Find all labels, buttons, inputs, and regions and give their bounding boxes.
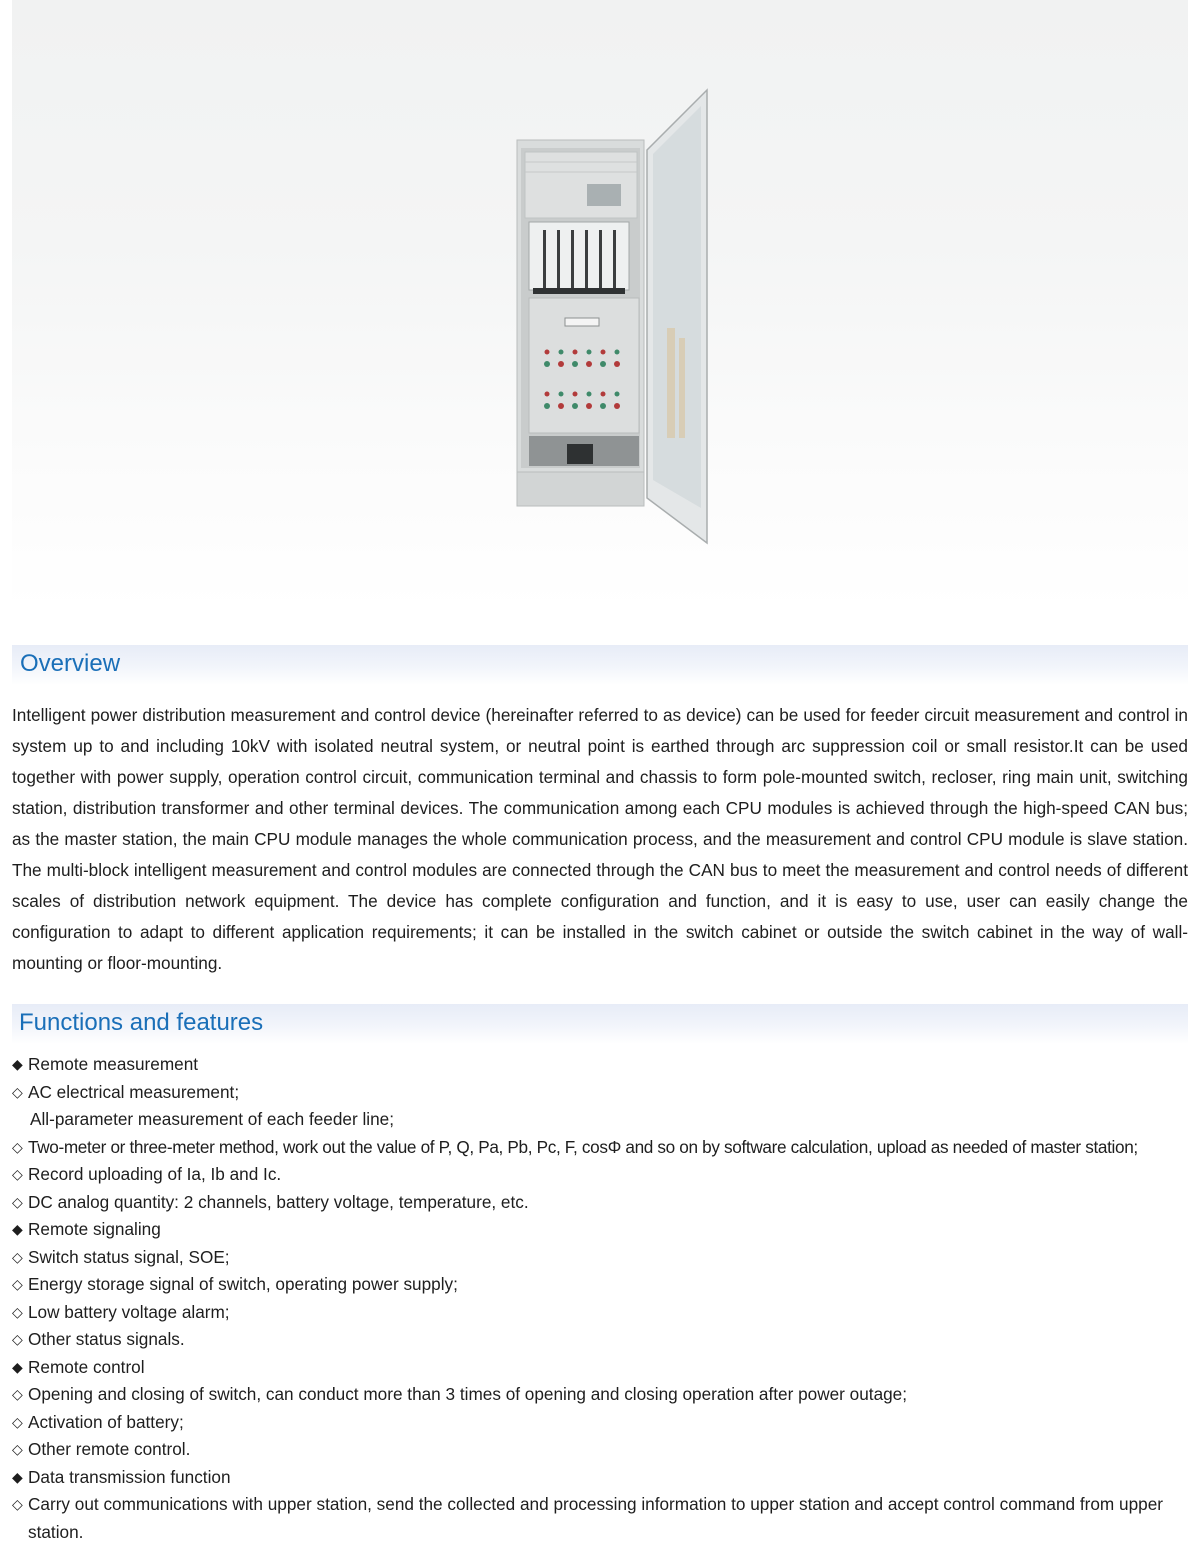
feature-item: ◇ AC electrical measurement; bbox=[12, 1079, 1192, 1107]
overview-heading: Overview bbox=[20, 650, 121, 677]
feature-item: ◇ Switch status signal, SOE; bbox=[12, 1244, 1192, 1272]
feature-item: ◇ DC analog quantity: 2 channels, battery voltage, temperature, etc. bbox=[12, 1189, 1192, 1217]
filled-diamond-icon: ◆ bbox=[12, 1056, 23, 1072]
overview-paragraph: Intelligent power distribution measurement and control device (hereinafter referred to as device) can be used for feeder circuit measurement and control in system up to and including 10kV with isolated neutral system, or neutral point is earthed through arc suppression coil or small resistor.It can be used together with power supply, operation control circuit, communication terminal and chassis to form pole-mounted switch, recloser, ring main unit, switching station, distribution transformer and other terminal devices. The communication among each CPU modules is achieved through the high-speed CAN bus; as the master station, the main CPU module manages the whole communication process, and the measurement and control CPU module is slave station. The multi-block intelligent measurement and control modules are connected through the CAN bus to meet the measurement and control needs of different scales of distribution network equipment. The device has complete configuration and function, and it is easy to use, user can easily change the configuration to adapt to different application requirements; it can be installed in the switch cabinet or outside the switch cabinet in the way of wall-mounting or floor-mounting. bbox=[12, 705, 1188, 973]
feature-item: ◇ Low battery voltage alarm; bbox=[12, 1299, 1192, 1327]
feature-item: ◇ Opening and closing of switch, can conduct more than 3 times of opening and closing operation after power outage; bbox=[12, 1381, 1192, 1409]
hollow-diamond-icon: ◇ bbox=[12, 1138, 23, 1155]
hollow-diamond-icon: ◇ bbox=[12, 1441, 23, 1457]
feature-item: ◇ Energy storage signal of switch, operating power supply; bbox=[12, 1271, 1192, 1299]
features-heading: Functions and features bbox=[19, 1009, 264, 1036]
hollow-diamond-icon: ◇ bbox=[12, 1276, 23, 1292]
hollow-diamond-icon: ◇ bbox=[12, 1413, 23, 1430]
hollow-diamond-icon: ◇ bbox=[12, 1083, 23, 1100]
feature-item: ◇ Two-meter or three-meter method, work out the value of P, Q, Pa, Pb, Pc, F, cosΦ and so on by software calculation, upload as needed of master station; bbox=[12, 1134, 1192, 1162]
feature-category: ◆ Remote measurement bbox=[12, 1051, 1192, 1079]
feature-item: ◇ Carry out communications with upper station, send the collected and processing information to upper station and accept control command from upper station. bbox=[12, 1491, 1192, 1546]
overview-heading-band bbox=[12, 645, 1188, 685]
feature-item: ◇ Activation of battery; bbox=[12, 1409, 1192, 1437]
hollow-diamond-icon: ◇ bbox=[12, 1496, 23, 1512]
feature-category: ◆ Remote signaling bbox=[12, 1216, 1192, 1244]
cabinet-product-image bbox=[507, 88, 717, 548]
feature-category: ◆ Remote control bbox=[12, 1354, 1192, 1382]
features-heading-band bbox=[12, 1004, 1188, 1044]
feature-item: All-parameter measurement of each feeder line; bbox=[30, 1109, 394, 1129]
hollow-diamond-icon: ◇ bbox=[12, 1303, 23, 1320]
hollow-diamond-icon: ◇ bbox=[12, 1248, 23, 1265]
hollow-diamond-icon: ◇ bbox=[12, 1331, 23, 1347]
features-list bbox=[12, 1051, 1192, 1546]
filled-diamond-icon: ◆ bbox=[12, 1468, 23, 1485]
filled-diamond-icon: ◆ bbox=[12, 1221, 23, 1237]
hollow-diamond-icon: ◇ bbox=[12, 1166, 23, 1182]
product-image-area bbox=[12, 0, 1188, 610]
feature-item: ◇ Other status signals. bbox=[12, 1326, 1192, 1354]
feature-item: ◇ Record uploading of Ia, Ib and Ic. bbox=[12, 1161, 1192, 1189]
feature-category: ◆ Data transmission function bbox=[12, 1464, 1192, 1492]
feature-item: ◇ Other remote control. bbox=[12, 1436, 1192, 1464]
hollow-diamond-icon: ◇ bbox=[12, 1386, 23, 1402]
filled-diamond-icon: ◆ bbox=[12, 1358, 23, 1375]
hollow-diamond-icon: ◇ bbox=[12, 1193, 23, 1210]
